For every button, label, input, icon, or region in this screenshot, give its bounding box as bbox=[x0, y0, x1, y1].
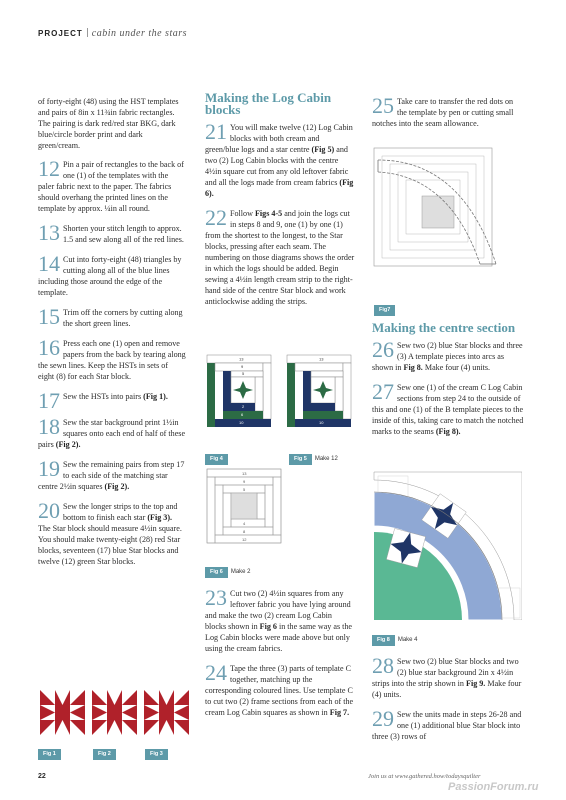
step-23 bbox=[205, 588, 355, 654]
column-right-mid bbox=[372, 322, 524, 446]
page-header bbox=[38, 28, 187, 39]
fig7-label: Fig7 bbox=[374, 305, 395, 316]
log-number: 9 bbox=[243, 479, 246, 484]
step-text: Cut two (2) 4½in squares from any leftover fabric you have lying around and make the two (2) cream Log Cabin blocks shown in bbox=[205, 589, 351, 631]
step-26 bbox=[372, 340, 524, 373]
log-number: 9 bbox=[241, 364, 244, 369]
column-middle-bottom bbox=[205, 588, 355, 727]
step-25 bbox=[372, 96, 524, 129]
intro-paragraph: of forty-eight (48) using the HST templates and pairs of 8in x 11¾in fabric rectangles. The pairing is dark red/red star BKG, dark blue/circle border print and dark green/cream. bbox=[38, 97, 179, 150]
step-number: 15 bbox=[38, 307, 60, 329]
step-text: Sew two (2) blue Star blocks and three (3) A template pieces into arcs as shown in bbox=[372, 341, 523, 372]
step-21 bbox=[205, 122, 355, 199]
watermark: PassionForum.ru bbox=[448, 781, 539, 793]
fig6-caption bbox=[205, 560, 251, 578]
step-number: 21 bbox=[205, 122, 227, 144]
figure-ref: (Fig 5) bbox=[311, 145, 335, 154]
fig3-diagram bbox=[144, 690, 189, 735]
step-number: 26 bbox=[372, 340, 394, 362]
step-text: Press each one (1) open and remove papers from the back by tearing along the sewn lines. Keep the HSTs in sets of eight (8) for each Star block. bbox=[38, 339, 186, 381]
step-14 bbox=[38, 254, 186, 298]
step-text: Sew the units made in steps 26-28 and one (1) additional blue Star block into three (3) rows of bbox=[372, 710, 522, 741]
step-19 bbox=[38, 459, 186, 492]
step-22 bbox=[205, 208, 355, 307]
log-number: 10 bbox=[239, 420, 244, 425]
step-number: 12 bbox=[38, 159, 60, 181]
fig4-caption bbox=[205, 447, 228, 465]
footer-link[interactable]: Join us at www.gathered.how/todaysquilter bbox=[368, 773, 481, 780]
figure-ref: (Fig 2). bbox=[104, 482, 130, 491]
figure-ref: (Fig 8). bbox=[435, 427, 461, 436]
step-number: 23 bbox=[205, 588, 227, 610]
page-number: 22 bbox=[38, 773, 46, 780]
step-18 bbox=[38, 417, 186, 450]
log-number: 4 bbox=[243, 521, 246, 526]
step-text: Sew the HSTs into pairs bbox=[63, 392, 142, 401]
step-text: Sew the remaining pairs from step 17 to each side of the matching star centre 2½in squares bbox=[38, 460, 185, 491]
fig8-caption bbox=[372, 628, 418, 646]
step-number: 17 bbox=[38, 391, 60, 408]
step-number: 18 bbox=[38, 417, 60, 439]
step-number: 22 bbox=[205, 208, 227, 230]
project-title: cabin under the stars bbox=[91, 28, 188, 39]
log-number: 10 bbox=[319, 420, 324, 425]
fig5-diagram bbox=[287, 355, 351, 427]
figure-ref: Fig 6 bbox=[259, 622, 277, 631]
step-text: Sew one (1) of the cream C Log Cabin sections from step 24 to the outside of this and one (1) of the B template pieces to the inside of this, taking care to match the notched marks to the seams bbox=[372, 383, 524, 436]
fig8-label: Fig 8 bbox=[372, 635, 395, 646]
fig6-count: Make 2 bbox=[230, 569, 251, 575]
log-number: 12 bbox=[242, 537, 247, 542]
column-middle-top bbox=[205, 92, 355, 316]
figure-ref: Fig 9. bbox=[466, 679, 486, 688]
fig3-label-wrap bbox=[145, 742, 168, 760]
step-16 bbox=[38, 338, 186, 382]
step-13 bbox=[38, 223, 186, 245]
column-right-bottom bbox=[372, 656, 524, 751]
figure-ref: Fig 7. bbox=[329, 708, 350, 717]
step-text: Sew the star background print 1½in squares onto each end of half of these pairs bbox=[38, 418, 186, 449]
log-number: 13 bbox=[242, 471, 247, 476]
log-number: 13 bbox=[239, 356, 244, 362]
step-number: 25 bbox=[372, 96, 394, 118]
step-text: in the same way as the Log Cabin blocks were made above but only using the cream fabrics. bbox=[205, 622, 353, 653]
step-12 bbox=[38, 159, 186, 214]
fig6-label: Fig 6 bbox=[205, 567, 228, 578]
step-number: 27 bbox=[372, 382, 394, 404]
column-left bbox=[38, 96, 186, 576]
step-text: and two (2) Log Cabin blocks with the centre 4½in square cut from any old leftover fabric and all the logs made from cream fabrics bbox=[205, 145, 349, 187]
step-text: The Star block should measure 4½in square. You should make twenty-eight (28) red Star blocks, seventeen (17) blue Star blocks and twelve (12) green Star blocks. bbox=[38, 524, 182, 566]
step-17 bbox=[38, 391, 186, 408]
step-number: 13 bbox=[38, 223, 60, 245]
log-number: 13 bbox=[319, 356, 324, 362]
fig5-caption bbox=[289, 447, 338, 465]
step-text: Pin a pair of rectangles to the back of one (1) of the templates with the paler fabric next to the paper. The fabrics should overhang the printed lines on the template by approx. ¼in all round. bbox=[38, 160, 184, 213]
heading-log-cabin: Making the Log Cabin blocks bbox=[205, 90, 332, 117]
fig4-diagram bbox=[207, 355, 271, 427]
step-text: Cut into forty-eight (48) triangles by cutting along all of the blue lines including those around the edge of the template. bbox=[38, 255, 182, 297]
step-number: 19 bbox=[38, 459, 60, 481]
step-15 bbox=[38, 307, 186, 329]
fig4-label: Fig 4 bbox=[205, 454, 228, 465]
header-divider bbox=[87, 28, 88, 37]
fig8-diagram bbox=[372, 470, 524, 622]
fig1-diagram bbox=[40, 690, 85, 735]
step-28 bbox=[372, 656, 524, 700]
step-number: 28 bbox=[372, 656, 394, 678]
step-number: 29 bbox=[372, 709, 394, 731]
step-text: Sew two (2) blue Star blocks and two (2) blue star background 2in x 4½in strips into the strip shown in bbox=[372, 657, 519, 688]
figure-ref: Figs 4-5 bbox=[254, 209, 283, 218]
fig2-label: Fig 2 bbox=[93, 749, 116, 760]
step-text: Trim off the corners by cutting along the short green lines. bbox=[63, 308, 183, 328]
log-number: 8 bbox=[243, 529, 246, 534]
step-text: You will make twelve (12) Log Cabin blocks with both cream and green/blue logs and a star centre bbox=[205, 123, 353, 154]
step-27 bbox=[372, 382, 524, 437]
step-text: Make four (4) units. bbox=[372, 679, 522, 699]
fig7-diagram bbox=[372, 146, 524, 296]
step-text: Make four (4) units. bbox=[424, 363, 491, 372]
step-20 bbox=[38, 501, 186, 567]
fig3-label: Fig 3 bbox=[145, 749, 168, 760]
figure-ref: (Fig 1). bbox=[143, 392, 168, 401]
heading-centre-section: Making the centre section bbox=[372, 320, 516, 335]
section-label: PROJECT bbox=[38, 29, 83, 38]
figure-ref: Fig 8. bbox=[403, 363, 423, 372]
step-number: 24 bbox=[205, 663, 227, 685]
fig7-caption bbox=[374, 298, 395, 316]
step-29 bbox=[372, 709, 524, 742]
fig5-label: Fig 5 bbox=[289, 454, 312, 465]
fig8-count: Make 4 bbox=[397, 637, 418, 643]
step-text: Tape the three (3) parts of template C together, matching up the corresponding coloured lines. Use template C to cut two (2) frame sections from each of the cream Log Cabin squares as shown in bbox=[205, 664, 354, 717]
fig5-count: Make 12 bbox=[314, 456, 338, 462]
figures-4-5 bbox=[205, 353, 355, 441]
step-text: Sew the longer strips to the top and bottom to finish each star bbox=[63, 502, 178, 522]
log-number: 2 bbox=[242, 404, 245, 409]
step-24 bbox=[205, 663, 355, 718]
column-right-top bbox=[372, 96, 524, 138]
fig1-label: Fig 1 bbox=[38, 749, 61, 760]
step-number: 16 bbox=[38, 338, 60, 360]
fig6-diagram bbox=[205, 467, 287, 551]
step-number: 14 bbox=[38, 254, 60, 276]
fig2-label-wrap bbox=[93, 742, 116, 760]
figure-ref: (Fig 6). bbox=[205, 178, 354, 198]
fig1-label-wrap bbox=[38, 742, 61, 760]
log-number: 5 bbox=[243, 487, 246, 492]
step-number: 20 bbox=[38, 501, 60, 523]
fig2-diagram bbox=[92, 690, 137, 735]
step-text: Follow bbox=[230, 209, 253, 218]
figure-ref: (Fig 3). bbox=[147, 513, 173, 522]
log-number: 6 bbox=[241, 412, 244, 417]
figure-ref: (Fig 2). bbox=[55, 440, 81, 449]
step-text: and join the logs cut in steps 8 and 9, one (1) by one (1) from the shortest to the longest, to the Star blocks, pressing after each seam. The numbering on those diagrams shows the order in which the logs should be added. Begin sewing a 4½in length cream strip to the right-hand side of the centre Star block and work anticlockwise adding the strips. bbox=[205, 209, 355, 306]
log-number: 5 bbox=[242, 371, 245, 376]
step-text: Take care to transfer the red dots on the template by pen or cutting small notches into the seam allowance. bbox=[372, 97, 514, 128]
step-text: Shorten your stitch length to approx. 1.5 and sew along all of the red lines. bbox=[63, 224, 184, 244]
